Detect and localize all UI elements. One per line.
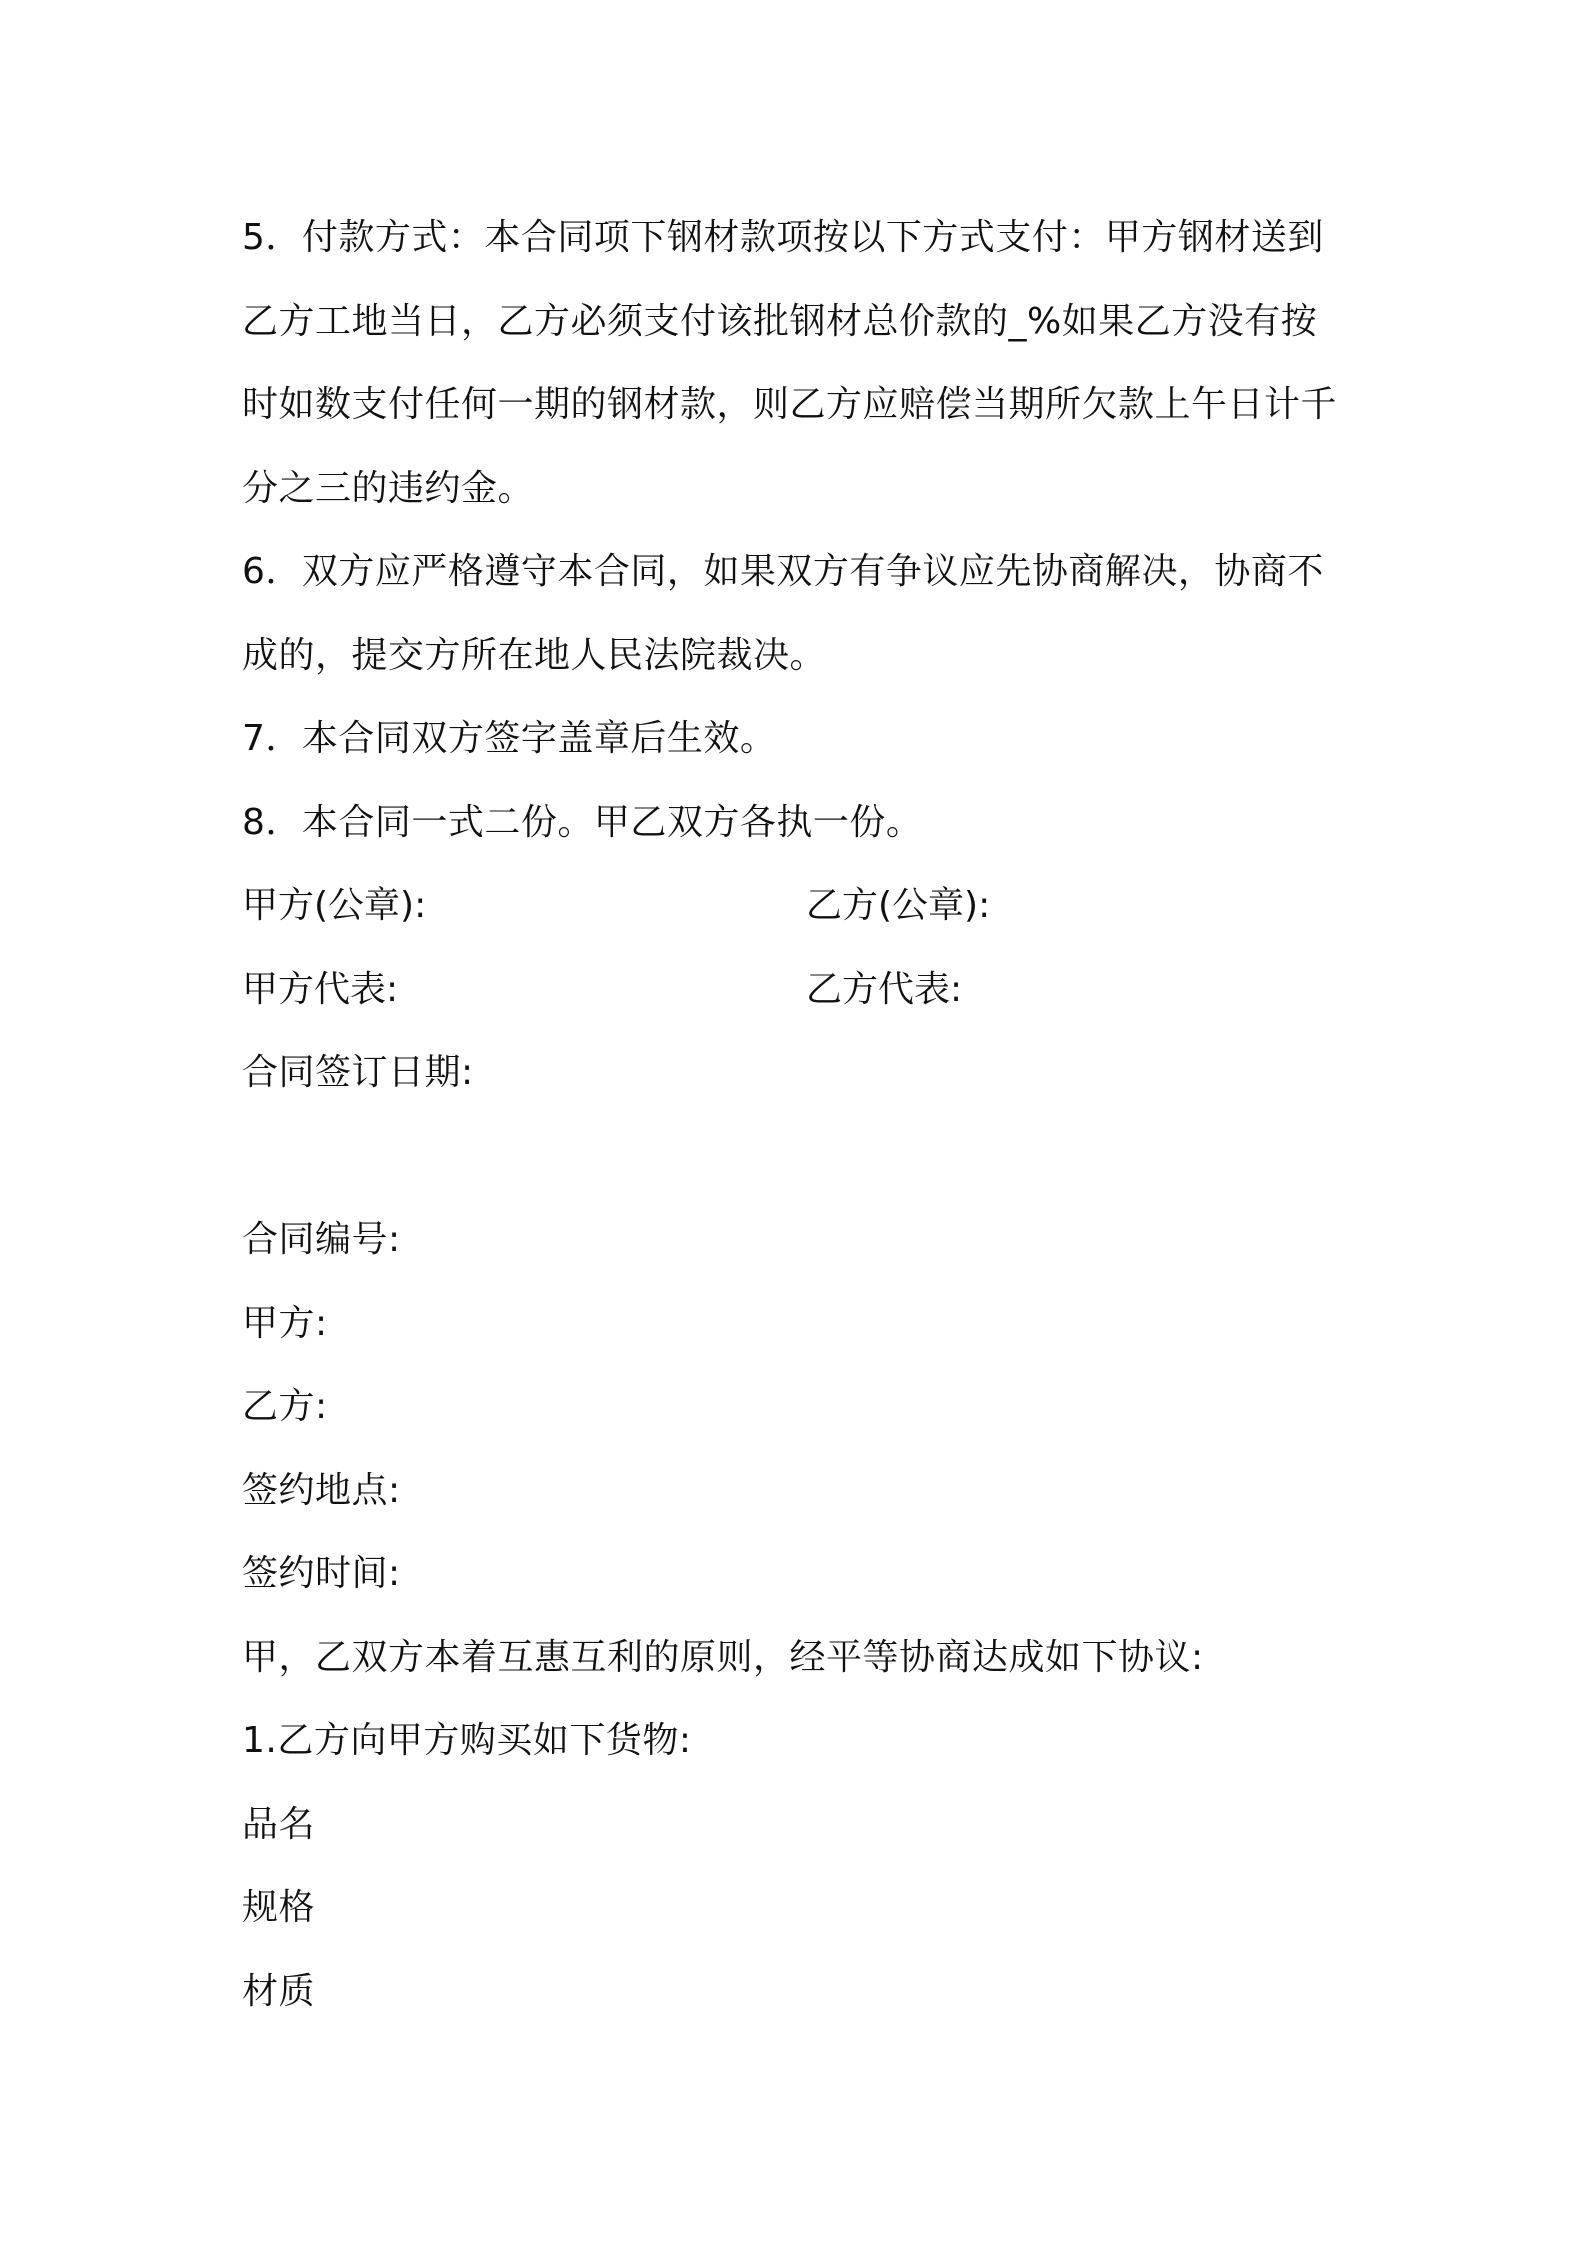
sign-place-label: 签约地点: xyxy=(242,1469,401,1511)
field-material: 材质 xyxy=(242,1970,316,2012)
party-b-seal-label: 乙方(公章): xyxy=(806,885,991,926)
item-1-purchase: 1.乙方向甲方购买如下货物: xyxy=(242,1720,692,1761)
party-a-label: 甲方: xyxy=(242,1302,328,1344)
clause-5-payment-terms xyxy=(242,196,1352,530)
sign-date-label: 合同签订日期: xyxy=(242,1052,474,1093)
clause-5-line-2: 乙方工地当日，乙方必须支付该批钢材总价款的_%如果乙方没有按 xyxy=(242,300,1318,342)
clause-6-line-2: 成的，提交方所在地人民法院裁决。 xyxy=(242,634,827,676)
section-gap xyxy=(242,1115,1352,1199)
sign-time-label: 签约时间: xyxy=(242,1553,401,1594)
clause-8-copies: 8．本合同一式二份。甲乙双方各执一份。 xyxy=(242,801,923,843)
clause-5-line-3: 时如数支付任何一期的钢材款，则乙方应赔偿当期所欠款上午日计千 xyxy=(242,384,1338,425)
contract-number-label: 合同编号: xyxy=(242,1219,401,1260)
field-product-name: 品名 xyxy=(242,1803,316,1845)
party-b-rep-label: 乙方代表: xyxy=(806,968,963,1010)
clause-6-dispute-resolution xyxy=(242,530,1352,697)
clause-5-line-1: 5．付款方式：本合同项下钢材款项按以下方式支付：甲方钢材送到 xyxy=(242,217,1324,258)
party-b-label: 乙方: xyxy=(242,1386,328,1427)
party-a-seal-label: 甲方(公章): xyxy=(242,885,427,926)
clause-6-line-1: 6．双方应严格遵守本合同，如果双方有争议应先协商解决，协商不 xyxy=(242,551,1324,592)
agreement-preamble: 甲，乙双方本着互惠互利的原则，经平等协商达成如下协议: xyxy=(242,1636,1204,1678)
representative-row xyxy=(242,948,1352,1032)
clause-7-effectiveness: 7．本合同双方签字盖章后生效。 xyxy=(242,718,777,759)
party-a-rep-label: 甲方代表: xyxy=(242,968,399,1010)
field-specification: 规格 xyxy=(242,1887,316,1928)
clause-5-line-4: 分之三的违约金。 xyxy=(242,467,535,509)
seal-row xyxy=(242,864,1352,948)
document-body xyxy=(242,196,1352,2033)
